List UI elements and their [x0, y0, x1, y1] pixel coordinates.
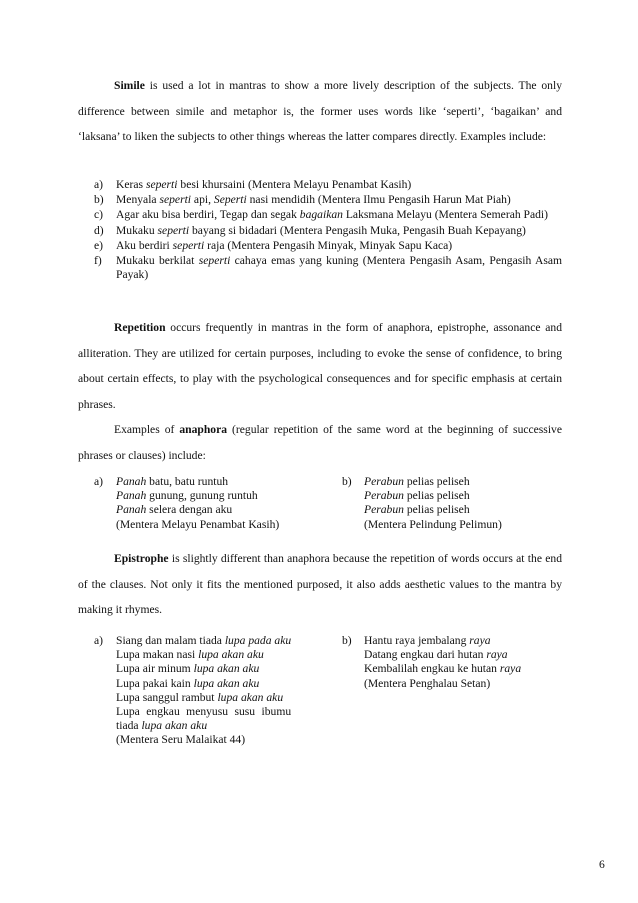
emphasized-word: raya — [469, 634, 491, 647]
simile-examples-list — [94, 178, 562, 283]
emphasized-word: Perabun — [364, 475, 404, 488]
text-run: (Mentera Melayu Penambat Kasih) — [116, 517, 280, 531]
verse-line — [364, 475, 502, 489]
emphasized-word: bagaikan — [299, 208, 343, 222]
text-run: Lupa sanggul rambut — [116, 690, 218, 704]
text-run: Lupa makan nasi — [116, 648, 199, 662]
anaphora-paragraph — [78, 417, 562, 468]
text-run: pelias peliseh — [403, 475, 470, 488]
text-run: tiada — [116, 719, 142, 733]
simile-term: Simile — [114, 79, 145, 92]
verse-line — [116, 662, 291, 676]
repetition-term: Repetition — [114, 321, 166, 334]
anaphora-term: anaphora — [179, 423, 228, 436]
verse-lines — [364, 475, 502, 532]
verse-line — [116, 677, 291, 691]
text-run: nasi mendidih (Mentera Ilmu Pengasih Harun Mat Piah) — [246, 193, 511, 207]
emphasized-word: lupa akan aku — [193, 676, 260, 690]
verse-lines — [116, 475, 279, 532]
list-item — [94, 178, 562, 192]
text-run: (Mentera Pelindung Pelimun) — [364, 517, 502, 531]
text-run: Mukaku — [116, 223, 158, 237]
emphasized-word: Panah — [116, 489, 147, 503]
verse-lines — [116, 634, 291, 748]
text-run: raja (Mentera Pengasih Minyak, Minyak Sapu Kaca) — [204, 238, 453, 252]
list-item — [94, 239, 562, 253]
text-run: (Mentera Penghalau Setan) — [364, 676, 491, 690]
epistrophe-text: is slightly different than anaphora because the repetition of words occurs at the end of the clauses. Not only it fits the mentioned purposed, it also adds aesthetic values to the mantra by making it rhymes. — [78, 552, 562, 616]
emphasized-word: lupa akan aku — [217, 690, 284, 704]
verse-line — [116, 518, 279, 532]
verse-lines — [364, 634, 521, 691]
verse-line — [364, 503, 502, 517]
text-run: bayang si bidadari (Mentera Pengasih Muka, Pengasih Buah Kepayang) — [189, 223, 526, 237]
list-marker: c) — [94, 208, 104, 222]
emphasized-word: Perabun — [364, 503, 404, 517]
text-run: gunung, gunung runtuh — [146, 489, 258, 503]
verse-line — [116, 503, 279, 517]
emphasized-word: seperti — [198, 254, 231, 268]
text-run: Siang dan malam tiada — [116, 634, 225, 647]
verse-line — [364, 634, 521, 648]
emphasized-word: seperti — [159, 193, 192, 207]
text-run: besi khursaini (Mentera Melayu Penambat Kasih) — [177, 178, 412, 191]
text-run: batu, batu runtuh — [146, 475, 229, 488]
list-marker: f) — [94, 254, 102, 268]
text-run: Lupa air minum — [116, 662, 194, 676]
simile-text: is used a lot in mantras to show a more lively description of the subjects. The only difference between simile and metaphor is, the former uses words like ‘seperti’, ‘bagaikan’ and ‘laksana’ to liken the subjects to other things whereas the latter compares directly. Examples include: — [78, 79, 562, 143]
list-marker: d) — [94, 223, 104, 237]
emphasized-word: seperti — [145, 178, 178, 191]
verse-line — [364, 518, 502, 532]
verse-line — [364, 677, 521, 691]
emphasized-word: raya — [499, 662, 522, 676]
text-run: api, — [191, 193, 214, 207]
emphasized-word: lupa pada aku — [224, 634, 292, 647]
emphasized-word: Perabun — [364, 489, 404, 503]
verse-line — [116, 691, 291, 705]
list-marker: b) — [342, 475, 352, 488]
verse-line — [116, 634, 291, 648]
emphasized-word: Seperti — [213, 193, 247, 207]
verse-line — [116, 648, 291, 662]
text-run: Kembalilah engkau ke hutan — [364, 662, 500, 676]
list-marker: b) — [342, 634, 352, 647]
anaphora-text: (regular repetition of the same word at the beginning of successive phrases or clauses) include: — [78, 423, 562, 462]
list-item — [94, 254, 562, 282]
verse-line — [116, 719, 291, 733]
text-run: Hantu raya jembalang — [364, 634, 470, 647]
text-run: Mukaku berkilat — [116, 254, 199, 268]
list-marker: e) — [94, 238, 104, 252]
list-item — [94, 208, 562, 222]
emphasized-word: Panah — [116, 503, 147, 517]
text-run: Laksmana Melayu (Mentera Semerah Padi) — [342, 208, 549, 222]
list-item — [94, 224, 562, 238]
emphasized-word: Panah — [116, 475, 147, 488]
emphasized-word: raya — [486, 648, 508, 662]
verse-line — [364, 648, 521, 662]
list-marker: a) — [94, 178, 104, 191]
repetition-paragraph — [78, 315, 562, 417]
text-run: (Mentera Seru Malaikat 44) — [116, 733, 246, 747]
text-run: pelias peliseh — [403, 503, 470, 517]
emphasized-word: lupa akan aku — [193, 662, 260, 676]
verse-line — [116, 489, 279, 503]
list-marker: a) — [94, 475, 104, 488]
anaphora-pre: Examples of — [114, 423, 180, 436]
repetition-text: occurs frequently in mantras in the form of anaphora, epistrophe, assonance and alliteration. They are utilized for certain purposes, including to evoke the sense of confidence, to bring about certain effects, to play with the psychological consequences and for specific emphasis at certain phrases. — [78, 321, 562, 411]
epistrophe-paragraph — [78, 546, 562, 623]
text-run: Lupa pakai kain — [116, 676, 194, 690]
text-run: Menyala — [116, 193, 160, 207]
verse-line — [364, 489, 502, 503]
emphasized-word: lupa akan aku — [198, 648, 264, 662]
text-run: Lupa engkau menyusu susu ibumu — [116, 705, 292, 719]
emphasized-word: seperti — [172, 238, 205, 252]
list-marker: b) — [94, 193, 104, 207]
emphasized-word: lupa akan aku — [141, 719, 208, 733]
verse-line — [364, 662, 521, 676]
list-item — [94, 193, 562, 207]
text-run: Datang engkau dari hutan — [364, 648, 487, 662]
text-run: cahaya emas yang kuning (Mentera Pengasih Asam, Pengasih Asam Payak) — [116, 254, 562, 282]
verse-line — [116, 705, 291, 719]
text-run: selera dengan aku — [146, 503, 233, 517]
list-marker: a) — [94, 634, 104, 647]
text-run: Aku berdiri — [116, 238, 173, 252]
verse-line — [116, 475, 279, 489]
simile-paragraph — [78, 73, 562, 150]
text-run: Keras — [116, 178, 146, 191]
emphasized-word: seperti — [157, 223, 190, 237]
text-run: Agar aku bisa berdiri, Tegap dan segak — [116, 208, 300, 222]
epistrophe-term: Epistrophe — [114, 552, 169, 565]
verse-line — [116, 733, 291, 747]
page-number: 6 — [599, 858, 605, 871]
text-run: pelias peliseh — [403, 489, 470, 503]
